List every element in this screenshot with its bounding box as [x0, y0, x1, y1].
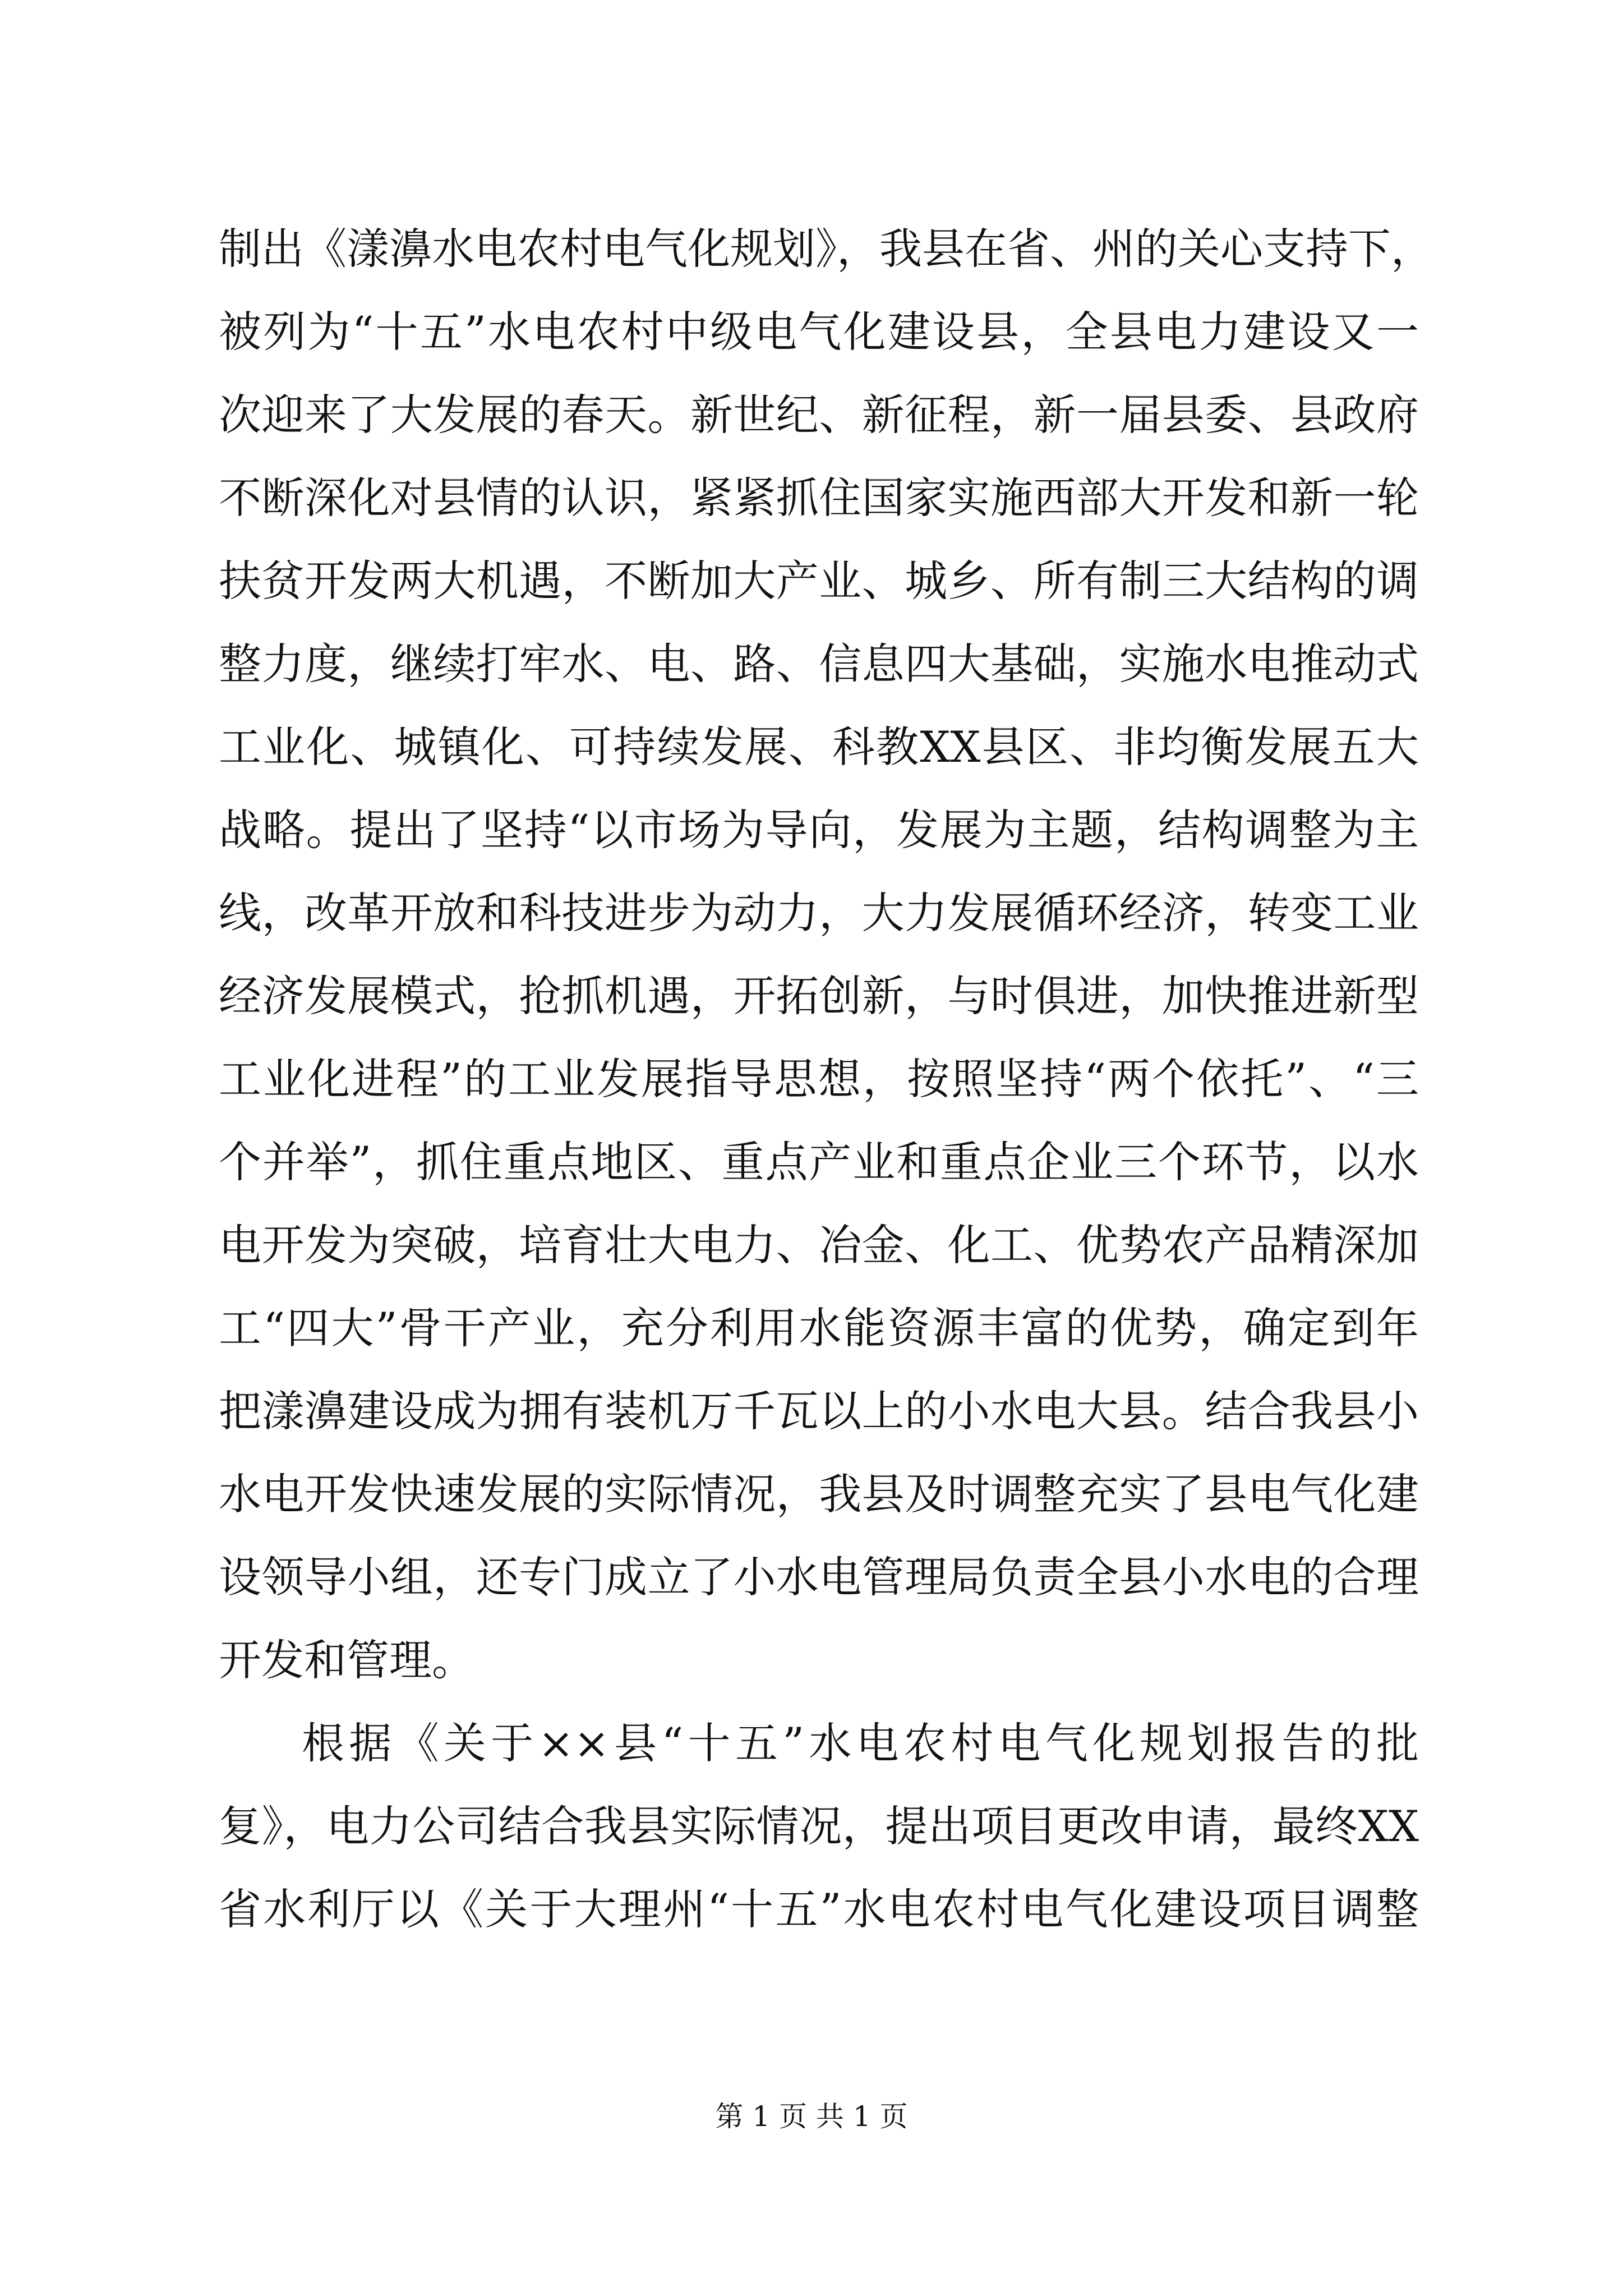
text-line: 次迎来了大发展的春天。新世纪、新征程，新一届县委、县政府: [219, 390, 1419, 440]
text-line: 开发和管理。: [219, 1635, 474, 1685]
page-number: 第 1 页 共 1 页: [715, 2100, 908, 2133]
text-line: 把漾濞建设成为拥有装机万千瓦以上的小水电大县。结合我县小: [219, 1386, 1419, 1436]
paragraph-2: [219, 1702, 1419, 1951]
body-text: [219, 208, 1433, 1951]
text-line: 扶贫开发两大机遇，不断加大产业、城乡、所有制三大结构的调: [219, 556, 1419, 606]
text-line: 工业化进程”的工业发展指导思想，按照坚持“两个依托”、“三: [219, 1054, 1419, 1104]
text-line: 工业化、城镇化、可持续发展、科教XX县区、非均衡发展五大: [219, 722, 1419, 772]
text-line: 经济发展模式，抢抓机遇，开拓创新，与时俱进，加快推进新型: [219, 971, 1419, 1021]
text-line: 电开发为突破，培育壮大电力、冶金、化工、优势农产品精深加: [219, 1220, 1419, 1270]
text-line: 被列为“十五”水电农村中级电气化建设县，全县电力建设又一: [219, 307, 1419, 357]
text-line: 水电开发快速发展的实际情况，我县及时调整充实了县电气化建: [219, 1469, 1419, 1519]
text-line: 工“四大”骨干产业，充分利用水能资源丰富的优势，确定到年: [219, 1303, 1419, 1353]
text-line: 制出《漾濞水电农村电气化规划》，我县在省、州的关心支持下，: [219, 224, 1433, 274]
text-line: 根据《关于××县“十五”水电农村电气化规划报告的批: [302, 1718, 1419, 1768]
text-line: 战略。提出了坚持“以市场为导向，发展为主题，结构调整为主: [219, 805, 1419, 855]
text-line: 省水利厅以《关于大理州“十五”水电农村电气化建设项目调整: [219, 1884, 1419, 1934]
text-line: 个并举”，抓住重点地区、重点产业和重点企业三个环节，以水: [219, 1137, 1419, 1187]
text-line: 设领导小组，还专门成立了小水电管理局负责全县小水电的合理: [219, 1552, 1419, 1602]
text-line: 不断深化对县情的认识，紧紧抓住国家实施西部大开发和新一轮: [219, 473, 1419, 523]
paragraph-1: [219, 208, 1433, 1702]
text-line: 整力度，继续打牢水、电、路、信息四大基础，实施水电推动式: [219, 639, 1419, 689]
text-line: 复》，电力公司结合我县实际情况，提出项目更改申请，最终XX: [219, 1801, 1419, 1851]
text-line: 线，改革开放和科技进步为动力，大力发展循环经济，转变工业: [219, 888, 1419, 938]
